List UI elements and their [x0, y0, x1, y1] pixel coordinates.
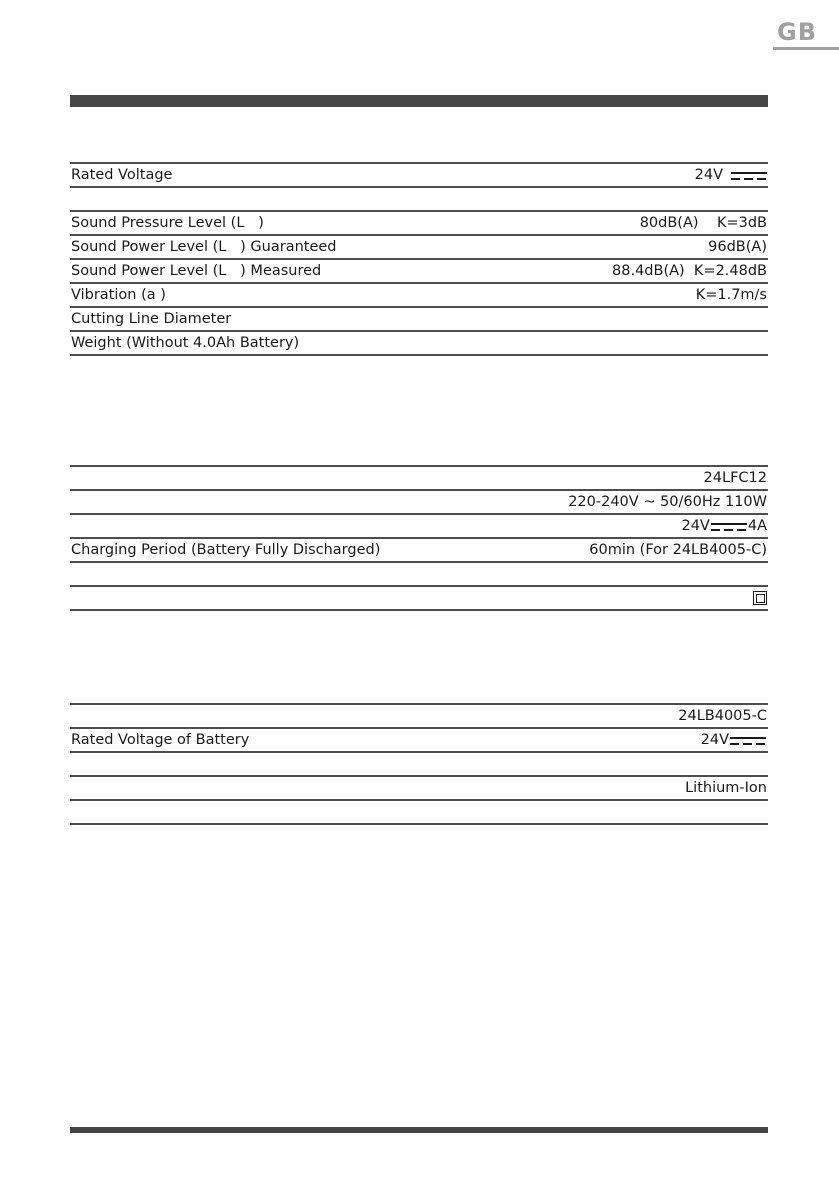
language-tab-underline [773, 47, 839, 50]
table-row [70, 467, 768, 491]
rated-voltage-value: 24V [694, 167, 723, 183]
spec-label: Cutting Line Diameter [71, 311, 232, 327]
table-row [70, 260, 768, 284]
header-bar [70, 95, 768, 107]
battery-specs-table [70, 703, 768, 825]
table-row [70, 236, 768, 260]
spec-label: Rated Voltage of Battery [71, 732, 250, 748]
table-row [70, 332, 768, 356]
table-row [70, 705, 768, 729]
table-row [70, 801, 768, 825]
dc-current-icon [731, 172, 767, 180]
spec-value: 96dB(A) [708, 239, 767, 255]
spec-value: 220-240V ~ 50/60Hz 110W [568, 494, 767, 510]
language-tab: GB [777, 18, 817, 46]
tool-specs-table [70, 162, 768, 356]
table-row [70, 491, 768, 515]
spec-label: Sound Power Level (L ) Guaranteed [71, 239, 337, 255]
double-insulation-icon [753, 591, 767, 605]
spec-value: 80dB(A) K=3dB [639, 215, 767, 231]
spec-value: 24LB4005-C [678, 708, 767, 724]
spec-label: Vibration (a ) [71, 287, 166, 303]
table-row [70, 587, 768, 611]
table-row [70, 539, 768, 563]
battery-voltage-value: 24V [700, 732, 729, 748]
dc-current-icon [730, 737, 766, 745]
spec-value: Lithium-Ion [685, 780, 767, 796]
charger-specs-table [70, 465, 768, 611]
table-row [70, 212, 768, 236]
dc-current-icon [711, 523, 747, 531]
table-row [70, 284, 768, 308]
spec-value [681, 515, 768, 537]
table-row [70, 188, 768, 212]
output-current: 4A [747, 518, 767, 534]
table-row [70, 164, 768, 188]
table-row [70, 563, 768, 587]
footer-bar [70, 1127, 768, 1133]
output-voltage: 24V [681, 518, 710, 534]
spec-value [701, 729, 768, 751]
spec-value: 88.4dB(A) K=2.48dB [612, 263, 767, 279]
spec-value: 60min (For 24LB4005-C) [589, 542, 767, 558]
spec-value [695, 164, 768, 186]
spec-label: Weight (Without 4.0Ah Battery) [71, 335, 300, 351]
table-row [70, 515, 768, 539]
spec-value: K=1.7m/s [695, 287, 767, 303]
spec-label: Sound Pressure Level (L ) [71, 215, 264, 231]
spec-value [753, 591, 768, 605]
spec-label: Sound Power Level (L ) Measured [71, 263, 322, 279]
spec-label: Charging Period (Battery Fully Discharged) [71, 542, 381, 558]
table-row [70, 777, 768, 801]
spec-value: 24LFC12 [703, 470, 767, 486]
spec-label: Rated Voltage [71, 167, 173, 183]
table-row [70, 729, 768, 753]
table-row [70, 753, 768, 777]
table-row [70, 308, 768, 332]
